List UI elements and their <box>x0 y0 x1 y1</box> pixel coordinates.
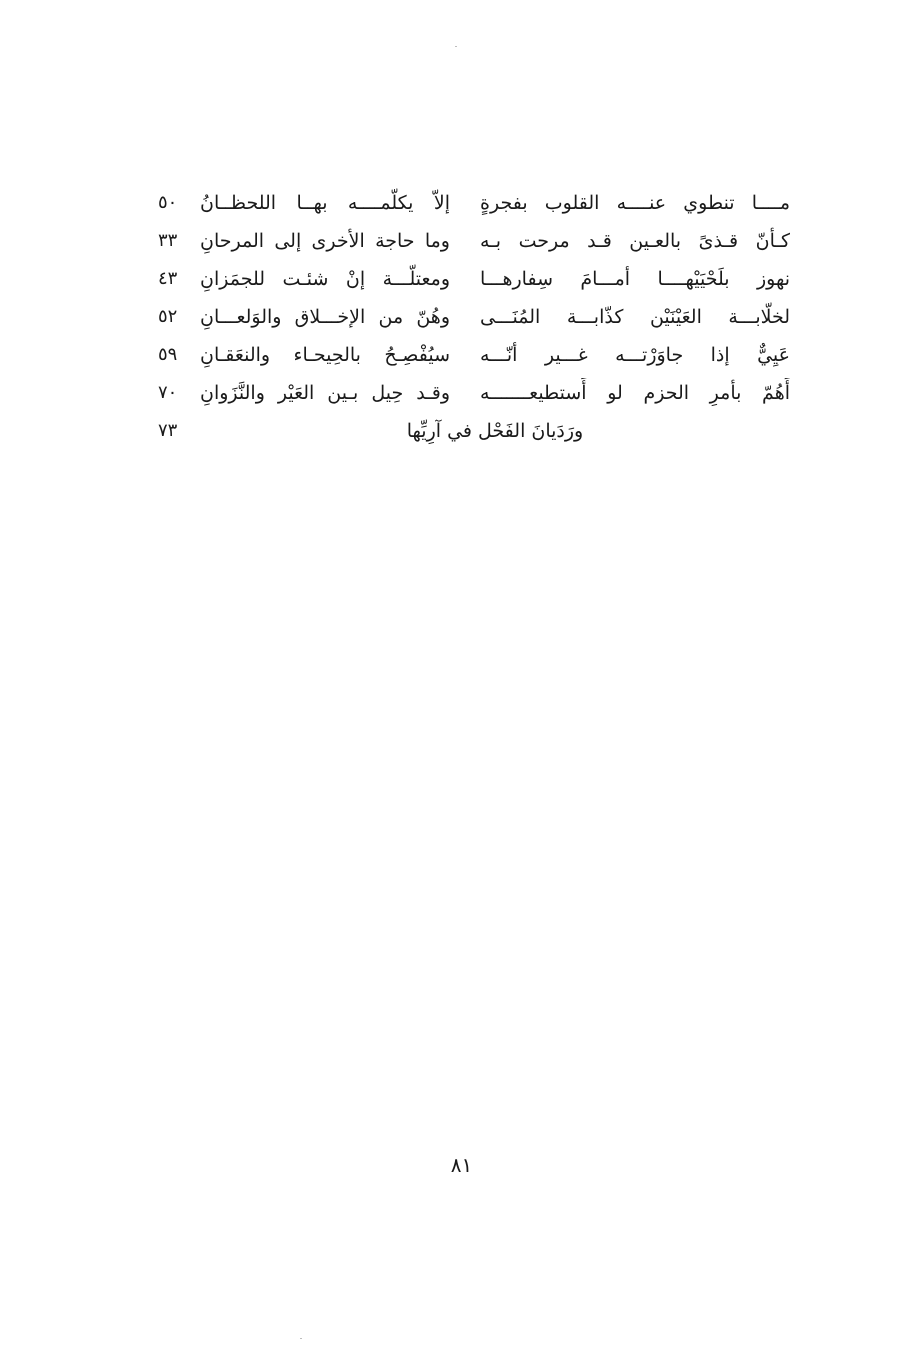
verse-index-table <box>150 188 790 454</box>
verse-second-hemistich: سيُفْصِـحُ بالحِيحـاء والنعَقـانِ <box>200 344 450 366</box>
verse-first-hemistich: مــــا تنطوي عنــــه القلوب بفجرةٍ <box>480 192 790 214</box>
scan-speck <box>455 46 457 47</box>
verse-page-ref: ٧٣ <box>158 420 178 441</box>
verse-single-line: ورَدَيانَ الفَحْل في آرِيِّها <box>406 420 584 442</box>
verse-first-hemistich: لخلّابـــة العَيْنَيْن كذّابـــة المُنَـــى <box>480 306 790 328</box>
verse-second-hemistich: ومعتلّـــة إنْ شئـت للجمَزانِ <box>200 268 450 290</box>
verse-first-hemistich: أَهُمّ بأمرِ الحزم لو أَستطيعـــــــه <box>480 382 790 404</box>
verse-second-hemistich: إلاّ يكلّمــــه بهــا اللحظــانُ <box>200 192 450 214</box>
verse-page-ref: ٣٣ <box>158 230 178 251</box>
verse-first-hemistich: نهوز بلَحْيَيْهــــا أمـــامَ سِفارهـــا <box>480 268 790 290</box>
verse-second-hemistich: وما حاجة الأخرى إلى المرحانِ <box>200 230 450 252</box>
verse-row-single <box>150 416 790 454</box>
verse-page-ref: ٤٣ <box>158 268 178 289</box>
verse-first-hemistich: عَيِيٌّ إذا جاوَرْتـــه غـــير أنّـــه <box>480 344 790 366</box>
page-number: ٨١ <box>450 1153 473 1177</box>
verse-row <box>150 378 790 416</box>
verse-page-ref: ٥٩ <box>158 344 178 365</box>
verse-first-hemistich: كـأنّ قـذىً بالعـين قـد مرحت بـه <box>480 230 790 252</box>
verse-second-hemistich: وقـد حِيل بـين العَيْر والنَّزَوانِ <box>200 382 450 404</box>
verse-page-ref: ٧٠ <box>158 382 178 403</box>
scan-speck <box>300 1338 302 1339</box>
verse-row <box>150 264 790 302</box>
verse-second-hemistich: وهُنّ من الإخـــلاق والوَلعـــانِ <box>200 306 450 328</box>
verse-page-ref: ٥٢ <box>158 306 178 327</box>
verse-row <box>150 340 790 378</box>
verse-row <box>150 302 790 340</box>
verse-page-ref: ٥٠ <box>158 192 178 213</box>
verse-row <box>150 188 790 226</box>
verse-row <box>150 226 790 264</box>
